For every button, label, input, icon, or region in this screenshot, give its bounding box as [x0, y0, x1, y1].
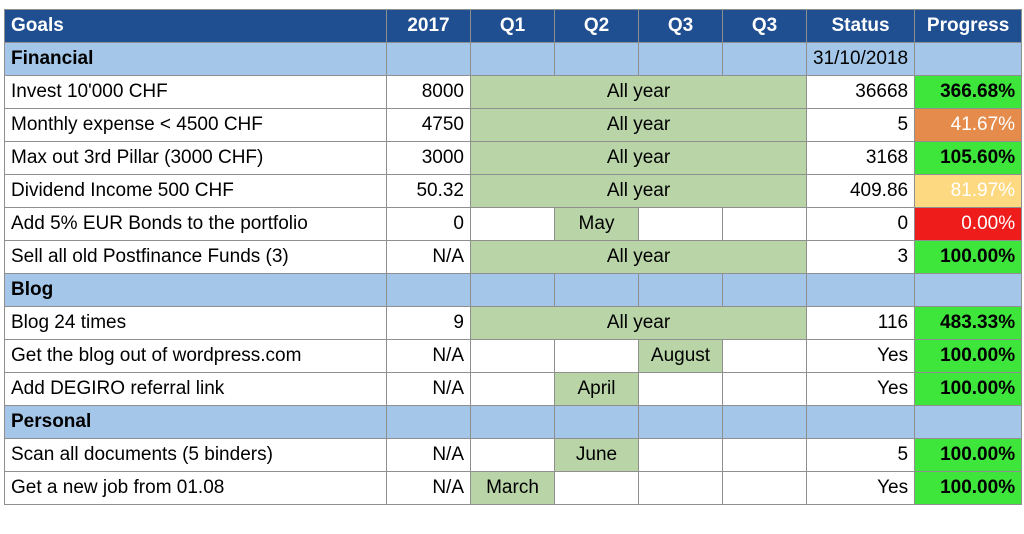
- section-title: Blog: [5, 274, 387, 307]
- status-value: Yes: [807, 340, 915, 373]
- goal-name: Add 5% EUR Bonds to the portfolio: [5, 208, 387, 241]
- status-value: 5: [807, 109, 915, 142]
- progress-value: 100.00%: [915, 340, 1022, 373]
- value-2017: N/A: [387, 340, 471, 373]
- header-q2: Q2: [555, 10, 639, 43]
- table-row: [5, 76, 1022, 109]
- header-row: [5, 10, 1022, 43]
- period-cell: March: [471, 472, 555, 505]
- header-q4: Q3: [723, 10, 807, 43]
- progress-value: 100.00%: [915, 373, 1022, 406]
- table-row: [5, 472, 1022, 505]
- progress-value: 41.67%: [915, 109, 1022, 142]
- table-row: [5, 142, 1022, 175]
- progress-value: 0.00%: [915, 208, 1022, 241]
- header-q3: Q3: [639, 10, 723, 43]
- value-2017: 8000: [387, 76, 471, 109]
- goal-name: Scan all documents (5 binders): [5, 439, 387, 472]
- status-value: 5: [807, 439, 915, 472]
- progress-value: 366.68%: [915, 76, 1022, 109]
- goal-name: Sell all old Postfinance Funds (3): [5, 241, 387, 274]
- period-cell: April: [555, 373, 639, 406]
- status-value: Yes: [807, 472, 915, 505]
- period-cell: August: [639, 340, 723, 373]
- value-2017: 4750: [387, 109, 471, 142]
- header-progress: Progress: [915, 10, 1022, 43]
- header-status: Status: [807, 10, 915, 43]
- table-row: [5, 208, 1022, 241]
- value-2017: 3000: [387, 142, 471, 175]
- value-2017: N/A: [387, 241, 471, 274]
- status-date: 31/10/2018: [807, 43, 915, 76]
- period-cell: All year: [471, 142, 807, 175]
- progress-value: 100.00%: [915, 472, 1022, 505]
- progress-value: 100.00%: [915, 439, 1022, 472]
- goal-name: Max out 3rd Pillar (3000 CHF): [5, 142, 387, 175]
- period-cell: May: [555, 208, 639, 241]
- table-row: [5, 340, 1022, 373]
- table-row: [5, 373, 1022, 406]
- status-value: Yes: [807, 373, 915, 406]
- table-row: [5, 307, 1022, 340]
- section-row-blog: [5, 274, 1022, 307]
- header-2017: 2017: [387, 10, 471, 43]
- value-2017: N/A: [387, 439, 471, 472]
- progress-value: 100.00%: [915, 241, 1022, 274]
- section-row-financial: [5, 43, 1022, 76]
- period-cell: All year: [471, 76, 807, 109]
- period-cell: All year: [471, 307, 807, 340]
- goal-name: Invest 10'000 CHF: [5, 76, 387, 109]
- status-value: 3: [807, 241, 915, 274]
- progress-value: 105.60%: [915, 142, 1022, 175]
- table-row: [5, 109, 1022, 142]
- goal-name: Blog 24 times: [5, 307, 387, 340]
- section-title: Financial: [5, 43, 387, 76]
- value-2017: N/A: [387, 373, 471, 406]
- goal-name: Monthly expense < 4500 CHF: [5, 109, 387, 142]
- header-q1: Q1: [471, 10, 555, 43]
- period-cell: All year: [471, 241, 807, 274]
- goal-name: Get the blog out of wordpress.com: [5, 340, 387, 373]
- status-value: 116: [807, 307, 915, 340]
- progress-value: 483.33%: [915, 307, 1022, 340]
- status-value: 0: [807, 208, 915, 241]
- goals-table: [4, 9, 1022, 505]
- table-row: [5, 439, 1022, 472]
- status-value: 36668: [807, 76, 915, 109]
- period-cell: June: [555, 439, 639, 472]
- table-row: [5, 175, 1022, 208]
- status-value: 409.86: [807, 175, 915, 208]
- period-cell: All year: [471, 175, 807, 208]
- goal-name: Get a new job from 01.08: [5, 472, 387, 505]
- section-title: Personal: [5, 406, 387, 439]
- value-2017: 0: [387, 208, 471, 241]
- progress-value: 81.97%: [915, 175, 1022, 208]
- header-goals: Goals: [5, 10, 387, 43]
- table-row: [5, 241, 1022, 274]
- section-row-personal: [5, 406, 1022, 439]
- value-2017: 9: [387, 307, 471, 340]
- goal-name: Add DEGIRO referral link: [5, 373, 387, 406]
- goal-name: Dividend Income 500 CHF: [5, 175, 387, 208]
- value-2017: 50.32: [387, 175, 471, 208]
- value-2017: N/A: [387, 472, 471, 505]
- status-value: 3168: [807, 142, 915, 175]
- period-cell: All year: [471, 109, 807, 142]
